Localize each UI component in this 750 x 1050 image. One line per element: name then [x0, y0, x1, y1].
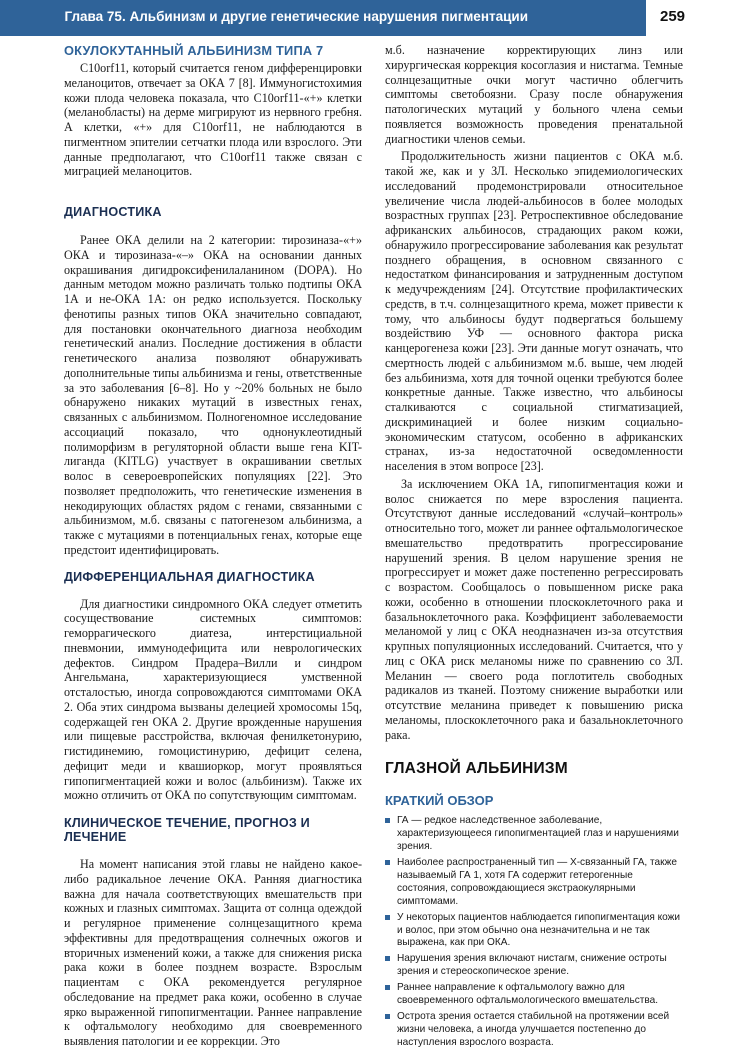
section-heading-diagnostics: ДИАГНОСТИКА: [64, 205, 162, 219]
paragraph-prognosis: За исключением ОКА 1A, гипопигментация кожи и волос снижается по мере взросления пациента. Отсутствуют данные исследований «случай–контроль» относительно того, может ли раннее офтальмологическое вмешательство предотвратить прогрессирование нарушений зрения. В целом нарушение зрения не прогрессирует и может даже постепенно регрессировать с возрастом. Сообщалось о повышенном риске рака кожи, особенно в отношении плоскоклеточного рака и базальноклеточного рака. Коэффициент заболеваемости меланомой у лиц с ОКА неодназначен из-за отсутствия крупных популяционных исследований. Считается, что у лиц с ОКА риск меланомы ниже по сравнению со ЗЛ. Меланин — своего рода поглотитель свободных радикалов из тканей. Поэтому снижение выработки или отсутствие меланина приведет к повышению риска меланомы, плоскоклеточного рака и базальноклеточного рака.: [385, 476, 683, 742]
paragraph-course: На момент написания этой главы не найдено какое-либо радикальное лечение ОКА. Ранняя диагностика важна для начала соответствующих вмешательств при кожных и глазных симптомах. Защита от солнца одеждой и регулярное применение солнцезащитного крема эффективны для предотвращения солнечных ожогов и вторичных изменений кожи, а также для снижения риска рака кожи в более позднем возрасте. Взрослым пациентам с ОКА рекомендуется регулярное обследование на предмет рака кожи, особенно в случае ярко выраженной гипопигментации. Раннее направление к офтальмологу необходимо для своевременного выявления патологии и ее коррекции. Это: [64, 857, 362, 1048]
chapter-title-bar: [0, 0, 646, 36]
list-item: Раннее направление к офтальмологу важно для своевременного офтальмологического вмешательства.: [385, 982, 683, 1008]
list-item: У некоторых пациентов наблюдается гипопигментация кожи и волос, при этом обычно она незначительна и не так выражена, как при ОКА.: [385, 912, 683, 951]
paragraph-diagnostics: Ранее ОКА делили на 2 категории: тирозиназа-«+» ОКА и тирозиназа-«–» ОКА на основании данных окрашивания дигидроксифенилаланином (DOPA). Но данным методом можно различать только подтипы ОКА 1A и не-ОКА 1A: он редко используется. Поскольку фенотипы разных типов ОКА значительно совпадают, для постановки окончательного диагноза необходим генетический анализ. Последние достижения в области генетического анализа позволяют обнаруживать дополнительные типы альбинизма и гены, ответственные за это заболевания [6–8]. Но у ~20% больных не было обнаружено никаких мутаций в известных генах, связанных с альбинизмом. Полногеномное исследование ассоциаций показало, что однонуклеотидный полиморфизм в регуляторной области выше гена KIT-лиганда (KITLG) участвует в окрашивании светлых волос в североевропейских популяциях [22]. Это позволяет предположить, что генетические изменения в некодирующих областях рядом с генами, связанными с альбинизмом, м.б. связаны с патогенезом альбинизма, а также с мутациями в потенциальных генах, которые еще предстоит идентифицировать.: [64, 233, 362, 557]
bullet-icon: [385, 818, 390, 823]
list-item: Нарушения зрения включают нистагм, снижение остроты зрения и стереоскопическое зрение.: [385, 953, 683, 979]
bullet-icon: [385, 956, 390, 961]
section-heading-oca7: ОКУЛОКУТАННЫЙ АЛЬБИНИЗМ ТИПА 7: [64, 43, 324, 58]
paragraph-life-expectancy: Продолжительность жизни пациентов с ОКА м.б. такой же, как и у ЗЛ. Несколько эпидемиологических исследований продемонстрировали относительное увеличение числа людей-альбиносов в более молодых возрастных группах [23]. Ретроспективное обследование африканских альбиносов, страдающих раком кожи, обнаружило прогрессирование заболевания как результат позднего обращения, в основном связанного с недостатком финансирования и затрудненным доступом к медучреждениям [24]. Отсутствие профилактических средств, в т.ч. солнцезащитного крема, может привести к тому, что альбиносы будут подвергаться большему воздействию УФ — основного фактора риска канцерогенеза кожи [23]. Эти данные могут означать, что смертность людей с альбинизмом м.б. выше, чем людей без альбинизма, хотя для точной оценки требуются более конкретные данные. Также известно, что альбиносы сталкиваются с социальной стигматизацией, дискриминацией и более низким социально-экономическим статусом, особенно в африканских странах, из-за недостаточной осведомленности населения в этом вопросе [23].: [385, 149, 683, 473]
bullet-icon: [385, 1014, 390, 1019]
page-number: 259: [660, 8, 686, 25]
section-heading-ocular-albinism: ГЛАЗНОЙ АЛЬБИНИЗМ: [385, 760, 568, 778]
list-item: ГА — редкое наследственное заболевание, характеризующееся гипопигментацией глаз и нарушениями зрения.: [385, 815, 683, 854]
list-item: Острота зрения остается стабильной на протяжении всей жизни человека, а иногда улучшается постепенно до наступления взрослого возраста.: [385, 1011, 683, 1050]
section-heading-differential: ДИФФЕРЕНЦИАЛЬНАЯ ДИАГНОСТИКА: [64, 569, 315, 584]
list-item: Наиболее распространенный тип — X-связанный ГА, также называемый ГА 1, хотя ГА содержит гетерогенные состояния, сопровождающиеся экстраокулярными симптомами.: [385, 857, 683, 909]
bullet-icon: [385, 915, 390, 920]
bullet-icon: [385, 985, 390, 990]
paragraph-treatment-continued: м.б. назначение корректирующих линз или хирургическая коррекция косоглазия и нистагма. Темные солнцезащитные очки могут частично облегчить симптомы светобоязни. Сразу после обнаружения патологических мутаций у больного члена семьи появляется возможность проведения пренатальной диагностики членов семьи.: [385, 43, 683, 146]
bullet-icon: [385, 860, 390, 865]
page-header: [0, 0, 750, 36]
paragraph-oca7: C10orf11, который считается геном дифференцировки меланоцитов, отвечает за ОКА 7 [8]. Иммуногистохимия кожи плода человека показала, что C10orf11-«+» клетки (меланобласты) на дерме мигрируют из нервного гребня. А клетки, «+» для C10orf11, не наблюдаются в пигментном эпителии сетчатки плода или взрослого. Эти данные предполагают, что C10orf11 также связан с миграцией меланоцитов.: [64, 61, 362, 179]
summary-list: [385, 815, 683, 1049]
summary-heading: КРАТКИЙ ОБЗОР: [385, 793, 494, 809]
chapter-title: Глава 75. Альбинизм и другие генетические нарушения пигментации: [64, 9, 528, 24]
paragraph-differential: Для диагностики синдромного ОКА следует отметить сосуществование системных симптомов: геморрагического диатеза, интерстициальной пневмонии, иммунодефицита или неврологических дефектов. Синдром Прадера–Вилли и синдром Ангельмана, характеризующиеся умственной отсталостью, иногда сопровождаются симптомами ОКА 2. Оба этих синдрома вызваны делецией хромосомы 15q, содержащей ген ОКА 2. Другие врожденные нарушения или пищевые расстройства, включая фенилкетонурию, гистидинемию, гомоцистинурию, дефицит селена, дефицит меди и квашиоркор, могут проявляться гипопигментацией кожи и волос (альбинизм). Также их можно отличить от ОКА по сопутствующим симптомам.: [64, 596, 362, 803]
right-column: [385, 40, 683, 1050]
section-heading-course: КЛИНИЧЕСКОЕ ТЕЧЕНИЕ, ПРОГНОЗ И ЛЕЧЕНИЕ: [64, 816, 310, 844]
left-column: [64, 40, 362, 1049]
